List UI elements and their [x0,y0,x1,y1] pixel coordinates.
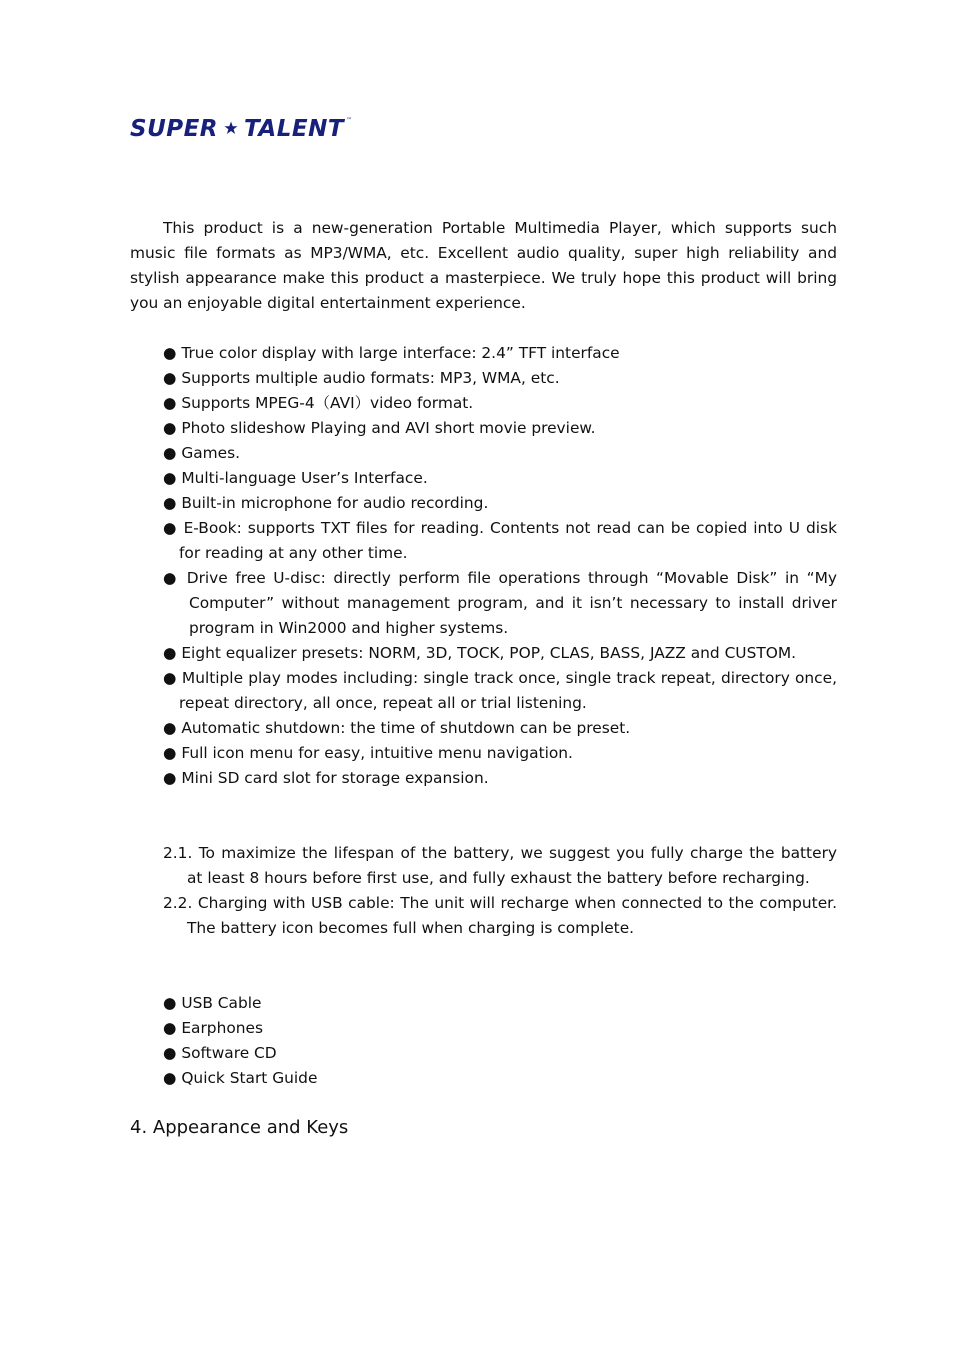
list-item: ● Quick Start Guide [163,1069,318,1087]
battery-notes-list [163,841,837,941]
list-item: ● Mini SD card slot for storage expansion. [163,769,489,787]
list-item: ● True color display with large interface: 2.4” TFT interface [163,344,620,362]
list-item: ● Photo slideshow Playing and AVI short movie preview. [163,419,596,437]
list-item: ● Eight equalizer presets: NORM, 3D, TOCK, POP, CLAS, BASS, JAZZ and CUSTOM. [163,644,797,662]
logo-star-icon [224,120,238,139]
list-item: ● E-Book: supports TXT files for reading. Contents not read can be copied into U disk for reading at any other time. [163,519,837,562]
list-item: 2.1. To maximize the lifespan of the battery, we suggest you fully charge the battery at least 8 hours before first use, and fully exhaust the battery before recharging. [163,844,837,887]
intro-paragraph: This product is a new-generation Portable Multimedia Player, which supports such music file formats as MP3/WMA, etc. Excellent audio quality, super high reliability and stylish appearance make this product a masterpiece. We truly hope this product will bring you an enjoyable digital entertainment experience. [130,219,837,312]
super-talent-logo [130,115,352,143]
list-item: ● Earphones [163,1019,263,1037]
list-item: ● Games. [163,444,241,462]
logo-right-word: TALENT [244,116,345,142]
accessories-list [163,991,837,1091]
feature-list [163,341,837,791]
list-item: ● Multiple play modes including: single track once, single track repeat, directory once, repeat directory, all once, repeat all or trial listening. [163,669,837,712]
list-item: ● Software CD [163,1044,277,1062]
list-item: ● Supports multiple audio formats: MP3, WMA, etc. [163,369,560,387]
list-item: ● Supports MPEG-4（AVI）video format. [163,394,474,412]
logo-trademark: ™ [346,117,353,124]
section-heading-appearance: 4. Appearance and Keys [130,1117,349,1138]
list-item: ● USB Cable [163,994,262,1012]
list-item: ● Multi-language User’s Interface. [163,469,428,487]
logo-left-word: SUPER [130,116,219,142]
list-item: ● Full icon menu for easy, intuitive menu navigation. [163,744,573,762]
list-item: ● Automatic shutdown: the time of shutdown can be preset. [163,719,631,737]
list-item: ● Drive free U-disc: directly perform file operations through “Movable Disk” in “My Computer” without management program, and it isn’t necessary to install driver program in Win2000 and higher systems. [163,569,837,637]
list-item: ● Built-in microphone for audio recording. [163,494,489,512]
list-item: 2.2. Charging with USB cable: The unit will recharge when connected to the computer. The battery icon becomes full when charging is complete. [163,894,837,937]
